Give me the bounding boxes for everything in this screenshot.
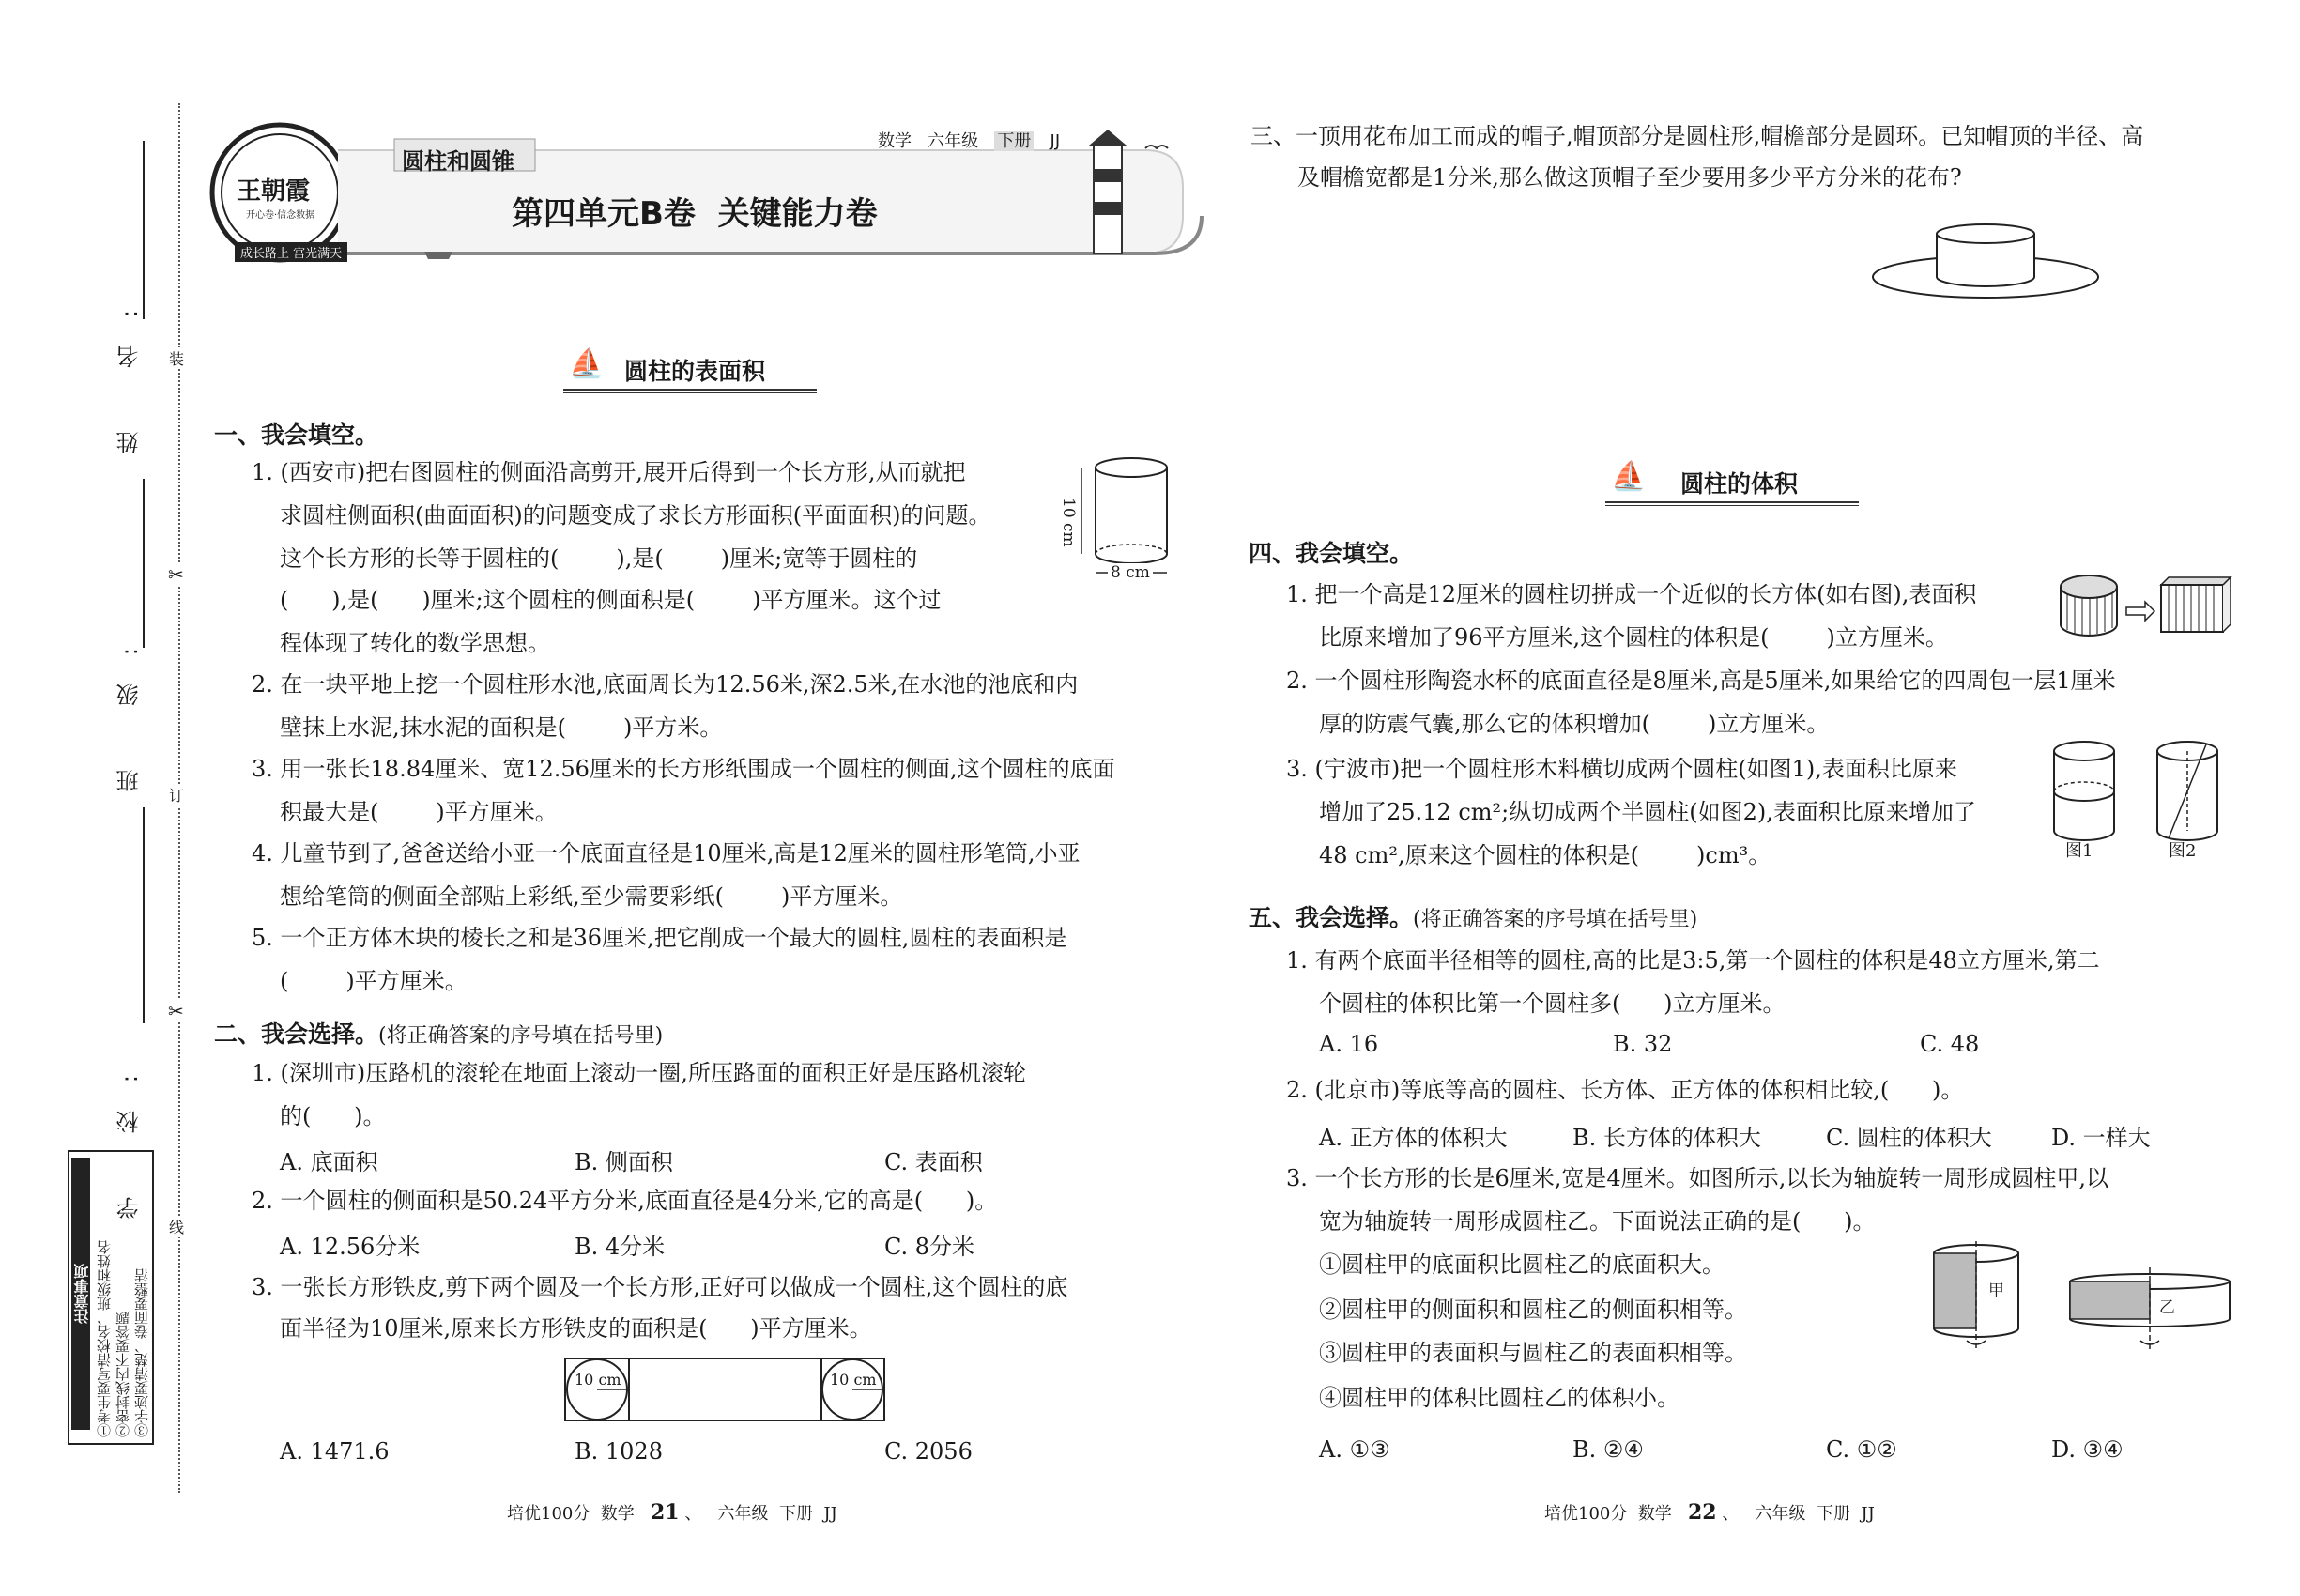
p2-q1-line-1: 1. (深圳市)压路机的滚轮在地面上滚动一圈,所压路面的面积正好是压路机滚轮 bbox=[252, 1060, 1026, 1086]
fig2-label: 图2 bbox=[2169, 841, 2197, 861]
part5-heading bbox=[1249, 899, 1697, 933]
name-label: 姓 名: bbox=[116, 282, 143, 454]
footer-left-b: 六年级 下册 JJ bbox=[717, 1504, 837, 1524]
notes-box bbox=[68, 1150, 154, 1445]
part5-note: (将正确答案的序号填在括号里) bbox=[1413, 908, 1698, 931]
hat-figure bbox=[1863, 221, 2108, 305]
subject-meta bbox=[878, 128, 1060, 152]
p2-q2-line: 2. 一个圆柱的侧面积是50.24平方分米,底面直径是4分米,它的高是( )。 bbox=[252, 1188, 998, 1214]
part4-heading: 四、我会填空。 bbox=[1249, 540, 1414, 567]
p5-q1-opt-b: B. 32 bbox=[1613, 1031, 1673, 1057]
p4-line-6: 增加了25.12 cm²;纵切成两个半圆柱(如图2),表面积比原来增加了 bbox=[1319, 799, 1976, 825]
part2-heading bbox=[214, 1016, 663, 1050]
p2-q2-opt-a: A. 12.56分米 bbox=[280, 1234, 421, 1260]
p1-line-9: 积最大是( )平方厘米。 bbox=[280, 799, 558, 825]
p2-q2-opt-b: B. 4分米 bbox=[575, 1234, 666, 1260]
p3-line-2: 及帽檐宽都是1分米,那么做这顶帽子至少要用多少平方分米的花布? bbox=[1297, 164, 1962, 191]
p5-q3-statement-3: ③圆柱甲的表面积与圆柱乙的表面积相等。 bbox=[1319, 1340, 1747, 1366]
p1-line-10: 4. 儿童节到了,爸爸送给小亚一个底面直径是10厘米,高是12厘米的圆柱形笔筒,小亚 bbox=[252, 840, 1081, 867]
p4-line-7: 48 cm²,原来这个圆柱的体积是( )cm³。 bbox=[1319, 842, 1771, 868]
p2-q1-opt-a: A. 底面积 bbox=[280, 1149, 378, 1175]
page-number-left: 21 bbox=[650, 1500, 680, 1525]
p5-q3-opt-c: C. ①② bbox=[1826, 1436, 1897, 1463]
footer-right: 培优100分 数学 22 、 六年级 下册 JJ bbox=[1544, 1500, 1875, 1525]
cut-mark-1: 装 bbox=[169, 347, 184, 369]
note-2: ②密封线内不要答题 bbox=[115, 1311, 131, 1437]
p1-line-11: 想给笔筒的侧面全部贴上彩纸,至少需要彩纸( )平方厘米。 bbox=[280, 883, 903, 910]
p1-line-8: 3. 用一张长18.84厘米、宽12.56厘米的长方形纸围成一个圆柱的侧面,这个圆柱的底面 bbox=[252, 756, 1115, 782]
footer-right-b: 六年级 下册 JJ bbox=[1755, 1504, 1875, 1524]
rot-label-jia: 甲 bbox=[1988, 1281, 2004, 1300]
p4-line-1: 1. 把一个高是12厘米的圆柱切拼成一个近似的长方体(如右图),表面积 bbox=[1286, 581, 1977, 607]
p1-line-7: 壁抹上水泥,抹水泥的面积是( )平方米。 bbox=[280, 714, 723, 741]
note-3: ③字迹要清楚、卷面要整洁 bbox=[133, 1268, 150, 1437]
p1-line-6: 2. 在一块平地上挖一个圆柱形水池,底面周长为12.56米,深2.5米,在水池的池底和内 bbox=[252, 671, 1079, 698]
section-title-2: 圆柱的体积 bbox=[1680, 470, 1799, 498]
p5-q1-line-2: 个圆柱的体积比第一个圆柱多( )立方厘米。 bbox=[1319, 990, 1786, 1017]
sheet-label-left: 10 cm bbox=[575, 1371, 621, 1389]
p3-line-1: 三、一顶用花布加工而成的帽子,帽顶部分是圆柱形,帽檐部分是圆环。已知帽顶的半径、高 bbox=[1250, 123, 2144, 149]
cylinder-cut-figures bbox=[2047, 737, 2234, 850]
p2-q1-opt-c: C. 表面积 bbox=[884, 1149, 983, 1175]
p5-q3-opt-a: A. ①③ bbox=[1319, 1436, 1390, 1463]
p5-q3-opt-d: D. ③④ bbox=[2051, 1436, 2124, 1463]
p1-line-1: 1. (西安市)把右图圆柱的侧面沿高剪开,展开后得到一个长方形,从而就把 bbox=[252, 459, 966, 485]
scissors-icon: ✂ bbox=[168, 563, 184, 586]
cylinder-width-label: 8 cm bbox=[1108, 563, 1153, 582]
sailboat-icon: ⛵ bbox=[1611, 460, 1647, 493]
section-title: 圆柱的表面积 bbox=[624, 358, 766, 385]
footer-right-a: 培优100分 数学 bbox=[1544, 1504, 1672, 1524]
school-label: 学 校: bbox=[116, 1047, 143, 1220]
meta-subject: 数学 bbox=[878, 131, 912, 151]
part2-heading-text: 二、我会选择。 bbox=[214, 1021, 379, 1048]
lighthouse-icon bbox=[1089, 130, 1127, 253]
note-1: ①考生要写清校名、班级和姓名 bbox=[96, 1240, 113, 1437]
sailboat-icon: ⛵ bbox=[569, 347, 605, 380]
p5-q2-opt-c: C. 圆柱的体积大 bbox=[1826, 1125, 1992, 1151]
rot-label-yi: 乙 bbox=[2159, 1298, 2175, 1317]
p5-q3-line-2: 宽为轴旋转一周形成圆柱乙。下面说法正确的是( )。 bbox=[1319, 1208, 1876, 1235]
p1-line-13: ( )平方厘米。 bbox=[280, 968, 468, 994]
p5-q3-statement-4: ④圆柱甲的体积比圆柱乙的体积小。 bbox=[1319, 1385, 1679, 1411]
p5-q2-opt-a: A. 正方体的体积大 bbox=[1319, 1125, 1508, 1151]
p2-q1-line-2: 的( )。 bbox=[280, 1103, 386, 1129]
p1-line-5: 程体现了转化的数学思想。 bbox=[280, 630, 550, 656]
p1-line-2: 求圆柱侧面积(曲面面积)的问题变成了求长方形面积(平面面积)的问题。 bbox=[280, 502, 991, 529]
p2-q3-line-1: 3. 一张长方形铁皮,剪下两个圆及一个长方形,正好可以做成一个圆柱,这个圆柱的底 bbox=[252, 1274, 1068, 1300]
unit-label: 圆柱和圆锥 bbox=[402, 148, 514, 175]
p5-q3-statement-2: ②圆柱甲的侧面积和圆柱乙的侧面积相等。 bbox=[1319, 1297, 1747, 1323]
p5-q1-opt-a: A. 16 bbox=[1319, 1031, 1379, 1057]
p1-line-4: ( ),是( )厘米;这个圆柱的侧面积是( )平方厘米。这个过 bbox=[280, 587, 942, 613]
p2-q1-opt-b: B. 侧面积 bbox=[575, 1149, 673, 1175]
p5-q2-opt-b: B. 长方体的体积大 bbox=[1572, 1125, 1761, 1151]
cut-mark-3: 线 bbox=[169, 1216, 184, 1237]
p5-q3-opt-b: B. ②④ bbox=[1572, 1436, 1644, 1463]
p5-q3-statement-1: ①圆柱甲的底面积比圆柱乙的底面积大。 bbox=[1319, 1251, 1725, 1278]
cylinder-to-cuboid-figure bbox=[2056, 568, 2234, 643]
class-label: 班 级: bbox=[116, 620, 143, 792]
rotation-figure bbox=[1924, 1239, 2234, 1361]
p5-q2-opt-d: D. 一样大 bbox=[2051, 1125, 2151, 1151]
p4-line-5: 3. (宁波市)把一个圆柱形木料横切成两个圆柱(如图1),表面积比原来 bbox=[1286, 756, 1957, 782]
school-underline bbox=[143, 807, 145, 1023]
page-title: 第四单元B卷 关键能力卷 bbox=[512, 195, 878, 233]
p2-q2-opt-c: C. 8分米 bbox=[884, 1234, 975, 1260]
section-title-volume bbox=[1605, 460, 1859, 507]
page-number-right: 22 bbox=[1687, 1500, 1717, 1525]
part5-heading-text: 五、我会选择。 bbox=[1249, 904, 1414, 931]
meta-edition: JJ bbox=[1050, 131, 1061, 151]
section-title-surface-area bbox=[563, 347, 817, 394]
p2-q3-opt-a: A. 1471.6 bbox=[280, 1438, 390, 1465]
fig1-label: 图1 bbox=[2065, 841, 2093, 861]
sheet-label-right: 10 cm bbox=[830, 1371, 877, 1389]
p4-line-3: 2. 一个圆柱形陶瓷水杯的底面直径是8厘米,高是5厘米,如果给它的四周包一层1厘米 bbox=[1286, 668, 2116, 694]
p5-q2-line: 2. (北京市)等底等高的圆柱、长方体、正方体的体积相比较,( )。 bbox=[1286, 1077, 1964, 1103]
p2-q3-opt-b: B. 1028 bbox=[575, 1438, 663, 1465]
part2-note: (将正确答案的序号填在括号里) bbox=[378, 1024, 664, 1048]
logo-sub-text: 成长路上 宫光满天 bbox=[235, 242, 347, 262]
p4-line-4: 厚的防震气囊,那么它的体积增加( )立方厘米。 bbox=[1319, 711, 1830, 737]
footer-left-a: 培优100分 数学 bbox=[507, 1504, 635, 1524]
p1-line-12: 5. 一个正方体木块的棱长之和是36厘米,把它削成一个最大的圆柱,圆柱的表面积是 bbox=[252, 925, 1067, 951]
p5-q1-line-1: 1. 有两个底面半径相等的圆柱,高的比是3:5,第一个圆柱的体积是48立方厘米,第二 bbox=[1286, 947, 2100, 974]
logo-text: 王朝霞 bbox=[237, 177, 311, 206]
logo-tiny-text: 开心卷·信念数据 bbox=[246, 210, 315, 221]
meta-volume: 下册 bbox=[994, 131, 1034, 151]
scissors-icon: ✂ bbox=[168, 1000, 184, 1022]
sheet-figure bbox=[563, 1357, 887, 1422]
p2-q3-line-2: 面半径为10厘米,原来长方形铁皮的面积是( )平方厘米。 bbox=[280, 1315, 872, 1342]
p4-line-2: 比原来增加了96平方厘米,这个圆柱的体积是( )立方厘米。 bbox=[1319, 624, 1948, 651]
p5-q3-line-1: 3. 一个长方形的长是6厘米,宽是4厘米。如图所示,以长为轴旋转一周形成圆柱甲,以 bbox=[1286, 1165, 2108, 1191]
p5-q1-opt-c: C. 48 bbox=[1920, 1031, 1980, 1057]
cylinder-height-label: 10 cm bbox=[1059, 498, 1078, 547]
p2-q3-opt-c: C. 2056 bbox=[884, 1438, 973, 1465]
part1-heading: 一、我会填空。 bbox=[214, 422, 379, 449]
cut-mark-2: 订 bbox=[169, 784, 184, 806]
meta-grade: 六年级 bbox=[928, 131, 979, 151]
p1-line-3: 这个长方形的长等于圆柱的( ),是( )厘米;宽等于圆柱的 bbox=[280, 545, 918, 572]
notes-title: 注意事项 bbox=[71, 1158, 90, 1430]
footer-left: 培优100分 数学 21 、 六年级 下册 JJ bbox=[507, 1500, 837, 1525]
